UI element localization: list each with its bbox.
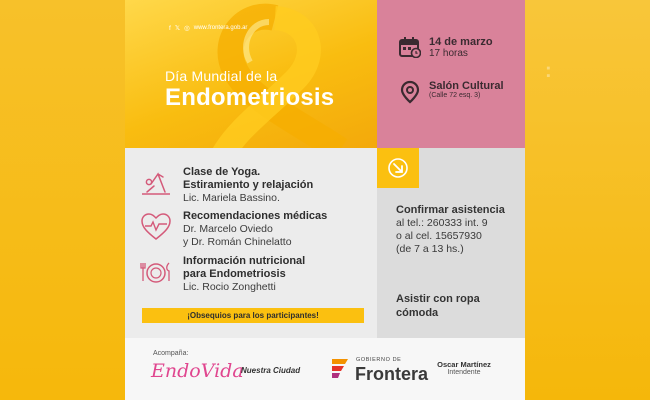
arrow-down-right-icon (387, 157, 409, 179)
hero-banner (125, 0, 377, 148)
event-details-panel (377, 0, 525, 148)
venue-address: (Calle 72 esq. 3) (429, 92, 481, 99)
rsvp-info (396, 204, 521, 256)
mayor-signature (427, 360, 501, 376)
activity-title: Información nutricional (183, 255, 306, 267)
rsvp-hours: (de 7 a 13 hs.) (396, 243, 464, 255)
gifts-banner: ¡Obsequios para los participantes! (142, 308, 364, 323)
venue-row (399, 80, 504, 104)
event-flyer (125, 0, 525, 400)
mayor-name: Oscar Martínez (437, 360, 491, 369)
venue-name: Salón Cultural (429, 80, 504, 92)
background-left (0, 0, 125, 400)
background-right: : (525, 0, 650, 400)
social-links (169, 24, 247, 32)
acompana-label: Acompaña: (153, 350, 189, 357)
list-item (139, 210, 327, 248)
facebook-icon[interactable]: f (169, 24, 171, 32)
list-item (139, 255, 305, 294)
dress-note: Asistir con ropa cómoda (396, 293, 480, 319)
sponsors-footer (125, 338, 525, 400)
yoga-icon (139, 166, 173, 200)
nuestra-ciudad-logo: Nuestra Ciudad (241, 366, 301, 375)
activity-speaker: Dr. Marcelo Oviedo (183, 223, 273, 235)
activity-speaker: Lic. Rocio Zonghetti (183, 281, 276, 293)
website-link[interactable]: www.frontera.gob.ar (193, 25, 248, 31)
activity-speaker: Lic. Mariela Bassino. (183, 192, 280, 204)
heart-pulse-icon (139, 210, 173, 244)
instagram-icon[interactable]: ◎ (184, 25, 190, 32)
activity-title: Clase de Yoga. (183, 166, 261, 178)
rsvp-cell[interactable]: o al cel. 15657930 (396, 230, 482, 242)
calendar-icon (399, 36, 421, 58)
x-icon[interactable]: 𝕏 (174, 25, 181, 32)
activity-title: Recomendaciones médicas (183, 210, 328, 222)
rsvp-title: Confirmar asistencia (396, 204, 505, 216)
page-title: Endometriosis (165, 84, 335, 111)
activities-list (125, 148, 377, 338)
event-time: 17 horas (429, 48, 468, 59)
activity-subtitle: Estiramiento y relajación (183, 179, 314, 191)
date-row (399, 36, 493, 59)
endovida-logo: EndoVida (151, 360, 244, 382)
rsvp-phone[interactable]: al tel.: 260333 int. 9 (396, 217, 488, 229)
list-item (139, 166, 313, 205)
activity-subtitle: para Endometriosis (183, 268, 286, 280)
gobierno-label: GOBIERNO DE (356, 357, 402, 363)
event-date: 14 de marzo (429, 36, 493, 48)
activity-speaker-2: y Dr. Román Chinelatto (183, 235, 292, 248)
rsvp-panel (377, 148, 525, 338)
mayor-role: Intendente (447, 369, 481, 376)
arrow-box (377, 148, 419, 188)
plate-icon (139, 255, 173, 289)
frontera-name: Frontera (355, 364, 429, 384)
frontera-emblem-icon (328, 355, 352, 383)
location-pin-icon (399, 80, 421, 104)
title-prefix: Día Mundial de la (165, 68, 278, 84)
